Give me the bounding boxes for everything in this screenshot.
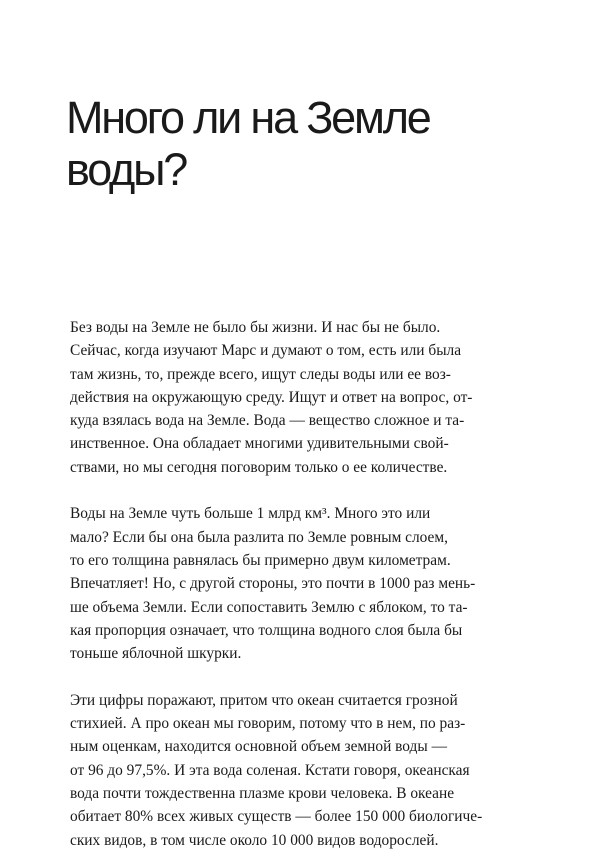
text-line: ным оценкам, находится основной объем земной воды —	[70, 738, 447, 756]
text-line: то его толщина равнялась бы примерно двум километрам.	[70, 551, 451, 569]
text-line: стихией. А про океан мы говорим, потому что в нем, по раз-	[70, 715, 466, 733]
text-line: действия на окружающую среду. Ищут и ответ на вопрос, от-	[70, 388, 473, 406]
paragraph-2	[70, 502, 550, 665]
text-line: инственное. Она обладает многими удивительными свой-	[70, 435, 449, 453]
body-text	[70, 316, 550, 852]
page-title	[66, 92, 536, 196]
text-line: Эти цифры поражают, притом что океан считается грозной	[70, 691, 458, 709]
paragraph-3	[70, 689, 550, 852]
text-line: мало? Если бы она была разлита по Земле ровным слоем,	[70, 528, 448, 546]
text-line: Впечатляет! Но, с другой стороны, это почти в 1000 раз мень-	[70, 575, 476, 593]
text-line: ствами, но мы сегодня поговорим только о ее количестве.	[70, 458, 448, 476]
text-line: ских видов, в том числе около 10 000 видов водорослей.	[70, 831, 439, 849]
text-line: обитает 80% всех живых существ — более 150 000 биологиче-	[70, 808, 483, 826]
paragraph-1	[70, 316, 550, 479]
text-line: Без воды на Земле не было бы жизни. И нас бы не было.	[70, 319, 441, 336]
title-line-1: Много ли на Земле	[66, 92, 430, 143]
text-line: вода почти тождественна плазме крови человека. В океане	[70, 784, 455, 802]
text-line: от 96 до 97,5%. И эта вода соленая. Кстати говоря, океанская	[70, 761, 470, 779]
text-line: там жизнь, то, прежде всего, ищут следы воды или ее воз-	[70, 365, 451, 383]
text-line: Сейчас, когда изучают Марс и думают о том, есть или была	[70, 342, 462, 360]
text-line: кая пропорция означает, что толщина водного слоя была бы	[70, 621, 463, 639]
text-line: Воды на Земле чуть больше 1 млрд км³. Много это или	[70, 505, 431, 523]
text-line: тоньше яблочной шкурки.	[70, 645, 242, 663]
text-line: куда взялась вода на Земле. Вода — вещество сложное и та-	[70, 412, 465, 430]
title-line-2: воды?	[66, 144, 187, 195]
text-line: ше объема Земли. Если сопоставить Землю с яблоком, то та-	[70, 598, 468, 616]
